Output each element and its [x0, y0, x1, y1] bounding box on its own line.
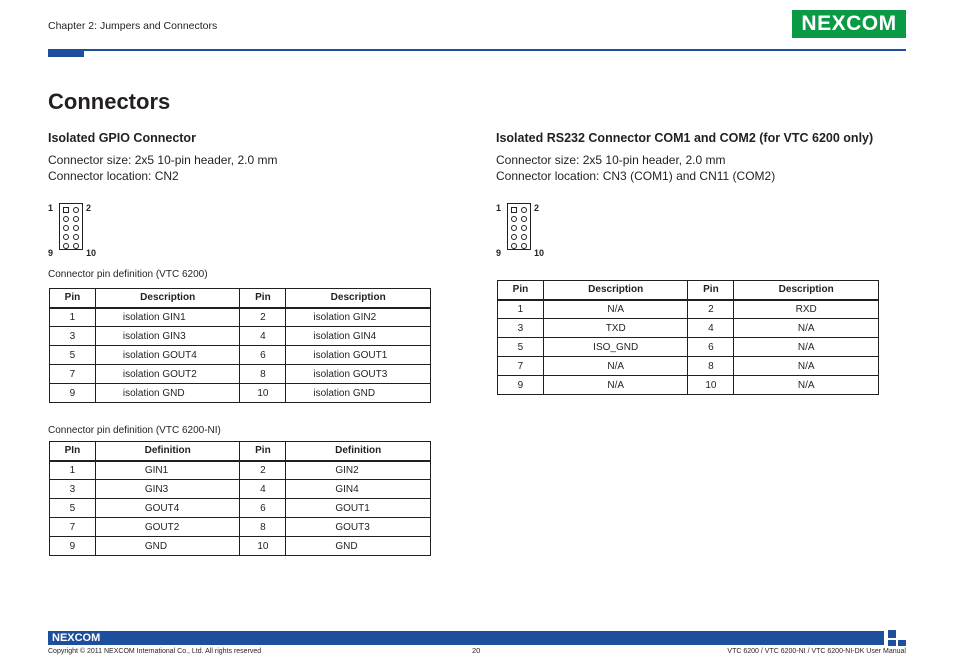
pin-10 [521, 243, 527, 249]
col-header: Pin [50, 289, 96, 308]
rs232-section-title: Isolated RS232 Connector COM1 and COM2 (for VTC 6200 only) [496, 131, 874, 145]
pin-cell: 5 [50, 346, 96, 365]
pin-3 [63, 216, 69, 222]
rs232-connector-size: Connector size: 2x5 10-pin header, 2.0 mm [496, 153, 726, 167]
pin-2 [521, 207, 527, 213]
description-cell: isolation GND [95, 384, 240, 403]
table-row [498, 357, 879, 376]
col-header: Pin [688, 281, 734, 300]
rs232-pin-table [497, 280, 879, 395]
pin-cell: 1 [50, 308, 96, 327]
definition-cell: GIN3 [95, 480, 240, 499]
footer-copyright: Copyright © 2011 NEXCOM International Co., Ltd. All rights reserved [48, 648, 262, 655]
square [898, 640, 906, 646]
col-header: Description [286, 289, 431, 308]
col-header: Definition [286, 442, 431, 461]
pin-cell: 2 [240, 461, 286, 480]
definition-cell: GOUT1 [286, 499, 431, 518]
pin-7 [511, 234, 517, 240]
description-cell: isolation GOUT1 [286, 346, 431, 365]
rs232-pin-header-diagram [496, 203, 556, 259]
footer-squares-icon [888, 630, 906, 646]
description-cell: N/A [734, 376, 879, 395]
pin-label-2: 2 [534, 203, 540, 213]
definition-cell: GOUT2 [95, 518, 240, 537]
footer-bar [48, 631, 884, 645]
pin-cell: 3 [50, 480, 96, 499]
col-header: PIn [50, 442, 96, 461]
pin-cell: 4 [688, 319, 734, 338]
footer-logo: NEXCOM [52, 632, 101, 644]
description-cell: isolation GOUT4 [95, 346, 240, 365]
table-header-row [50, 289, 431, 308]
pin-label-10: 10 [534, 248, 545, 258]
table-row [50, 499, 431, 518]
description-cell: N/A [734, 338, 879, 357]
definition-cell: GIN1 [95, 461, 240, 480]
definition-cell: GIN4 [286, 480, 431, 499]
description-cell: isolation GIN3 [95, 327, 240, 346]
footer-manual-title: VTC 6200 / VTC 6200-NI / VTC 6200-NI-DK User Manual [727, 648, 906, 655]
pin-cell: 6 [240, 346, 286, 365]
col-header: Description [95, 289, 240, 308]
description-cell: isolation GIN1 [95, 308, 240, 327]
table-row [50, 346, 431, 365]
description-cell: RXD [734, 300, 879, 319]
page-number: 20 [472, 646, 481, 655]
gpio-pin-table-vtc6200-ni [49, 441, 431, 556]
pin-1 [63, 207, 69, 213]
pin-cell: 6 [240, 499, 286, 518]
table-row [50, 308, 431, 327]
pin-label-1: 1 [496, 203, 502, 213]
pin-cell: 10 [240, 384, 286, 403]
definition-cell: GND [286, 537, 431, 556]
pin-6 [521, 225, 527, 231]
pin-cell: 1 [50, 461, 96, 480]
header-outline [59, 203, 83, 250]
description-cell: N/A [543, 376, 688, 395]
pin-cell: 3 [498, 319, 544, 338]
pin-cell: 2 [688, 300, 734, 319]
description-cell: isolation GOUT2 [95, 365, 240, 384]
definition-cell: GIN2 [286, 461, 431, 480]
pin-cell: 9 [50, 537, 96, 556]
square [888, 640, 896, 646]
logo-text: NEXCOM [801, 12, 897, 35]
rs232-connector-location: Connector location: CN3 (COM1) and CN11 (COM2) [496, 169, 776, 183]
pin-label-9: 9 [48, 248, 54, 258]
pin-3 [511, 216, 517, 222]
header-rule-block [48, 49, 84, 57]
pin-10 [73, 243, 79, 249]
pin-8 [73, 234, 79, 240]
pin-cell: 5 [50, 499, 96, 518]
square [888, 630, 896, 638]
pin-9 [511, 243, 517, 249]
col-header: Pin [498, 281, 544, 300]
pin-cell: 6 [688, 338, 734, 357]
pin-cell: 8 [688, 357, 734, 376]
pin-cell: 10 [688, 376, 734, 395]
pin-8 [521, 234, 527, 240]
gpio-table1-caption: Connector pin definition (VTC 6200) [48, 269, 208, 280]
definition-cell: GOUT3 [286, 518, 431, 537]
col-header: Definition [95, 442, 240, 461]
pin-1 [511, 207, 517, 213]
description-cell: TXD [543, 319, 688, 338]
table-row [50, 327, 431, 346]
pin-cell: 8 [240, 518, 286, 537]
gpio-connector-size: Connector size: 2x5 10-pin header, 2.0 mm [48, 153, 278, 167]
pin-2 [73, 207, 79, 213]
table-row [50, 461, 431, 480]
table-row [498, 376, 879, 395]
pin-cell: 7 [498, 357, 544, 376]
description-cell: ISO_GND [543, 338, 688, 357]
pin-cell: 4 [240, 327, 286, 346]
table-row [498, 338, 879, 357]
pin-label-9: 9 [496, 248, 502, 258]
pin-cell: 4 [240, 480, 286, 499]
pin-5 [511, 225, 517, 231]
description-cell: N/A [734, 357, 879, 376]
gpio-table2-caption: Connector pin definition (VTC 6200-NI) [48, 425, 221, 436]
table-header-row [50, 442, 431, 461]
table-row [50, 537, 431, 556]
pin-cell: 9 [50, 384, 96, 403]
pin-cell: 5 [498, 338, 544, 357]
description-cell: N/A [734, 319, 879, 338]
description-cell: isolation GOUT3 [286, 365, 431, 384]
pin-cell: 7 [50, 518, 96, 537]
col-header: Description [734, 281, 879, 300]
gpio-section-title: Isolated GPIO Connector [48, 131, 196, 145]
table-header-row [498, 281, 879, 300]
gpio-pin-header-diagram [48, 203, 108, 259]
pin-5 [63, 225, 69, 231]
description-cell: N/A [543, 300, 688, 319]
pin-cell: 2 [240, 308, 286, 327]
pin-9 [63, 243, 69, 249]
pin-cell: 3 [50, 327, 96, 346]
gpio-connector-location: Connector location: CN2 [48, 169, 179, 183]
table-row [50, 365, 431, 384]
pin-6 [73, 225, 79, 231]
pin-label-10: 10 [86, 248, 97, 258]
col-header: Pin [240, 289, 286, 308]
table-row [50, 480, 431, 499]
description-cell: isolation GIN4 [286, 327, 431, 346]
table-row [498, 300, 879, 319]
pin-cell: 8 [240, 365, 286, 384]
header-rule [84, 49, 906, 51]
definition-cell: GND [95, 537, 240, 556]
pin-label-2: 2 [86, 203, 92, 213]
pin-4 [521, 216, 527, 222]
pin-4 [73, 216, 79, 222]
table-row [498, 319, 879, 338]
pin-cell: 10 [240, 537, 286, 556]
table-row [50, 384, 431, 403]
chapter-title: Chapter 2: Jumpers and Connectors [48, 20, 218, 32]
pin-cell: 1 [498, 300, 544, 319]
table-row [50, 518, 431, 537]
header-outline [507, 203, 531, 250]
gpio-pin-table-vtc6200 [49, 288, 431, 403]
pin-7 [63, 234, 69, 240]
description-cell: N/A [543, 357, 688, 376]
col-header: Description [543, 281, 688, 300]
pin-label-1: 1 [48, 203, 54, 213]
description-cell: isolation GIN2 [286, 308, 431, 327]
nexcom-logo [792, 10, 906, 38]
description-cell: isolation GND [286, 384, 431, 403]
page-title: Connectors [48, 89, 171, 114]
definition-cell: GOUT4 [95, 499, 240, 518]
pin-cell: 7 [50, 365, 96, 384]
col-header: Pin [240, 442, 286, 461]
pin-cell: 9 [498, 376, 544, 395]
